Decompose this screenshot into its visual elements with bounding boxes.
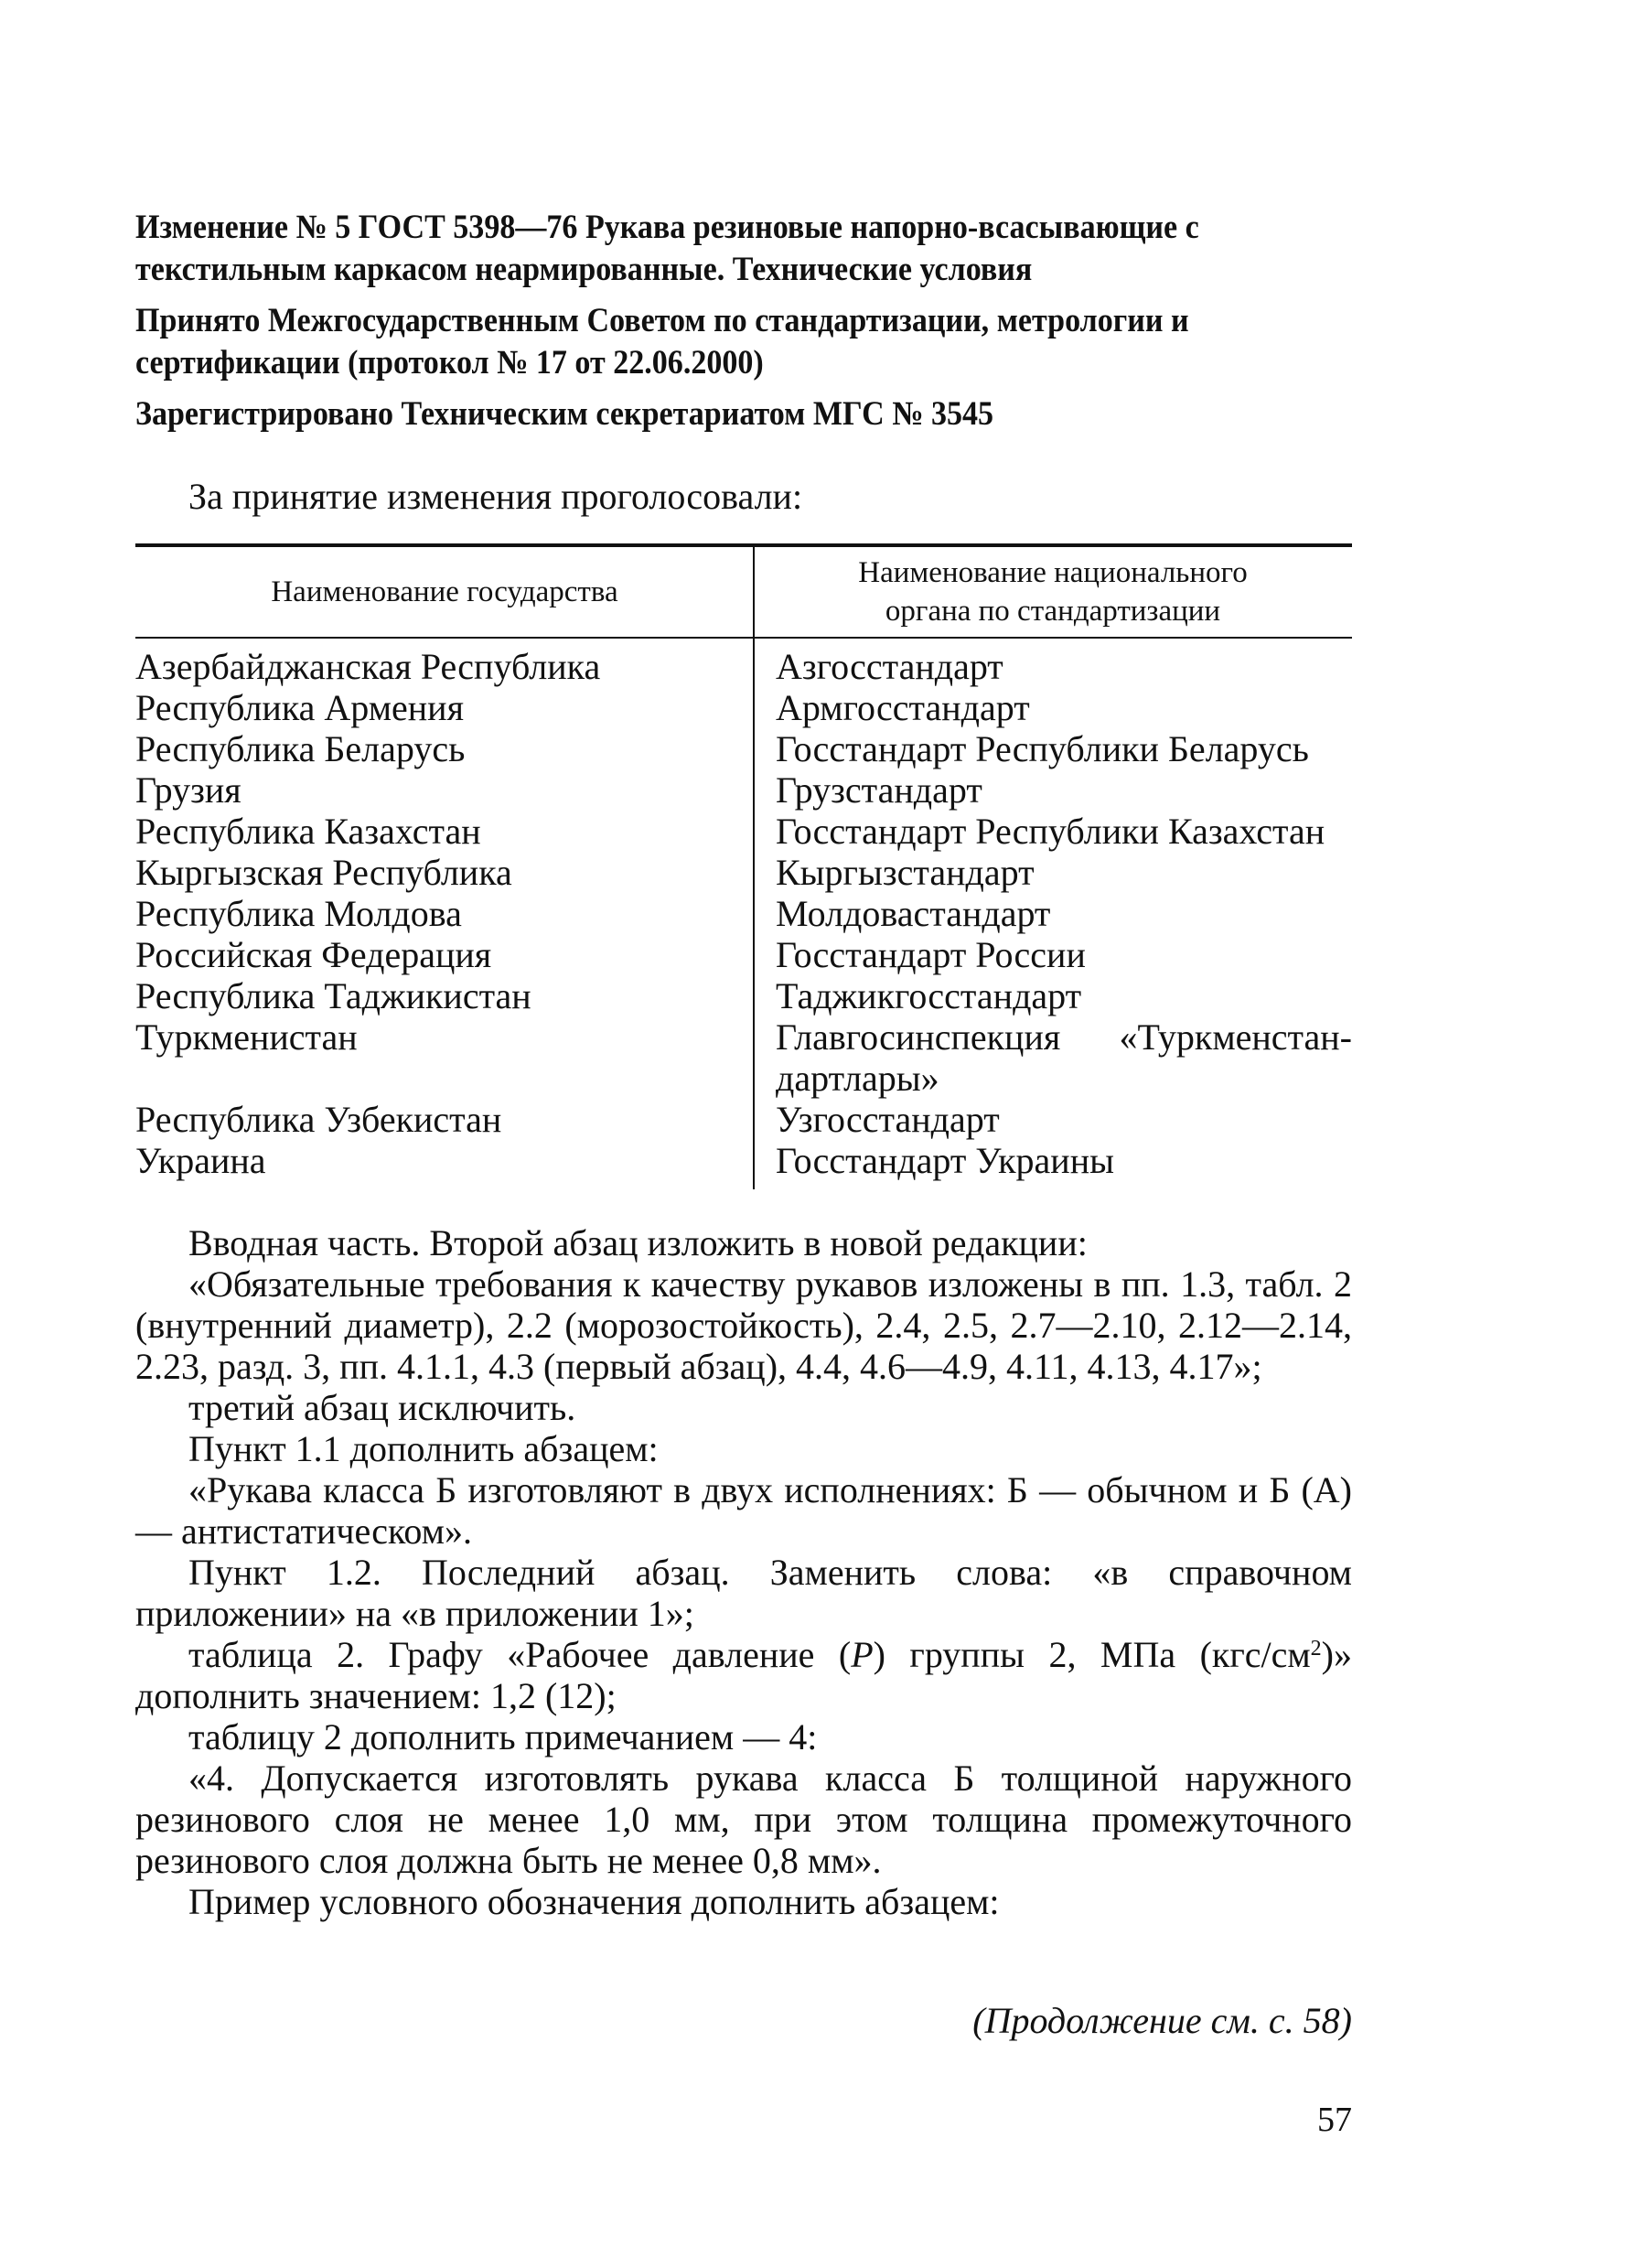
text-run: )» дополнить значением: 1,2 (12);: [135, 1634, 1352, 1716]
table-row: [135, 934, 1352, 975]
state-name: Туркменистан: [135, 1016, 358, 1058]
paragraph: «Рукава класса Б изготовляют в двух исполнениях: Б — обычном и Б (А) — антистатическом».: [135, 1469, 1352, 1552]
header-state: Наименование государства: [271, 575, 618, 608]
table-header: [135, 547, 1352, 639]
national-body: Азгосстандарт: [776, 646, 1003, 687]
national-body: Грузстандарт: [776, 769, 982, 811]
state-name: Республика Беларусь: [135, 728, 466, 769]
national-body: Узгосстандарт: [776, 1099, 1000, 1140]
paragraph: Пункт 1.2. Последний абзац. Заменить слова: «в справочном приложении» на «в приложении 1»;: [135, 1552, 1352, 1634]
header-national-body-line1: Наименование национального: [858, 556, 1248, 589]
superscript: 2: [1310, 1637, 1322, 1661]
text-run: ) группы 2, МПа (кгс/см: [873, 1634, 1311, 1675]
national-body: Таджикгосстандарт: [776, 975, 1082, 1016]
text-run: таблица 2. Графу «Рабочее давление (: [188, 1634, 852, 1675]
national-body: Молдовастандарт: [776, 893, 1051, 934]
table-row: [135, 646, 1352, 687]
table-row: [135, 769, 1352, 811]
paragraph: «Обязательные требования к качеству рукавов изложены в пп. 1.3, табл. 2 (внутренний диаметр), 2.2 (морозостойкость), 2.4, 2.5, 2.7—2.10, 2.12—2.14, 2.23, разд. 3, пп. 4.1.1, 4.3 (первый абзац), 4.4, 4.6—4.9, 4.11, 4.13, 4.17»;: [135, 1263, 1352, 1387]
state-name: Республика Армения: [135, 687, 464, 728]
state-name: Республика Молдова: [135, 893, 462, 934]
national-body: Госстандарт России: [776, 934, 1086, 975]
state-name: Кыргызская Республика: [135, 852, 512, 893]
paragraph: «4. Допускается изготовлять рукава класса Б толщиной наружного резинового слоя не менее 1,0 мм, при этом толщина промежуточного резинового слоя должна быть не менее 0,8 мм».: [135, 1757, 1352, 1881]
pressure-symbol: Р: [851, 1634, 874, 1675]
state-name: Грузия: [135, 769, 241, 811]
paragraph: Вводная часть. Второй абзац изложить в новой редакции:: [188, 1222, 1088, 1263]
state-name: Украина: [135, 1140, 266, 1181]
table-row: [135, 893, 1352, 934]
continuation-note: (Продолжение см. с. 58): [972, 2000, 1352, 2041]
table-row: [135, 687, 1352, 728]
amendment-text: [135, 1222, 1352, 1922]
national-body: Госстандарт Украины: [776, 1140, 1114, 1181]
table-row: [135, 728, 1352, 769]
table-body: [135, 646, 1352, 1181]
registration-note: Зарегистрировано Техническим секретариатом МГС № 3545: [135, 395, 994, 433]
adoption-note: Принято Межгосударственным Советом по стандартизации, метрологии и сертификации (протокол № 17 от 22.06.2000): [135, 302, 1189, 382]
paragraph: третий абзац исключить.: [188, 1387, 576, 1428]
national-body: Госстандарт Республики Казахстан: [776, 811, 1325, 852]
paragraph: Пример условного обозначения дополнить абзацем:: [188, 1881, 1000, 1922]
voting-table: [135, 543, 1352, 1189]
state-name: Республика Казахстан: [135, 811, 481, 852]
state-name: Азербайджанская Республика: [135, 646, 601, 687]
state-name: Республика Таджикистан: [135, 975, 531, 1016]
document-title: Изменение № 5 ГОСТ 5398—76 Рукава резиновые напорно-всасывающие с текстильным каркасом неармированные. Технические условия: [135, 209, 1199, 288]
state-name: Российская Федерация: [135, 934, 492, 975]
page-number: 57: [1317, 2101, 1352, 2139]
table-row: [135, 852, 1352, 893]
state-name: Республика Узбекистан: [135, 1099, 502, 1140]
table-row: [135, 1099, 1352, 1140]
paragraph: Пункт 1.1 дополнить абзацем:: [188, 1428, 659, 1469]
table-row: [135, 1016, 1352, 1099]
vote-intro: За принятие изменения проголосовали:: [188, 476, 803, 517]
national-body: Кыргызстандарт: [776, 852, 1035, 893]
national-body: Госстандарт Республики Беларусь: [776, 728, 1309, 769]
header-national-body: [754, 547, 1352, 637]
national-body: Главгосинспекция «Туркменстан-дартлары»: [776, 1016, 1352, 1099]
table-row: [135, 811, 1352, 852]
national-body: Армгосстандарт: [776, 687, 1030, 728]
header-national-body-line2: органа по стандартизации: [885, 595, 1221, 628]
paragraph: таблицу 2 дополнить примечанием — 4:: [188, 1716, 818, 1757]
table-row: [135, 975, 1352, 1016]
table-row: [135, 1140, 1352, 1181]
paragraph: [135, 1634, 1352, 1716]
